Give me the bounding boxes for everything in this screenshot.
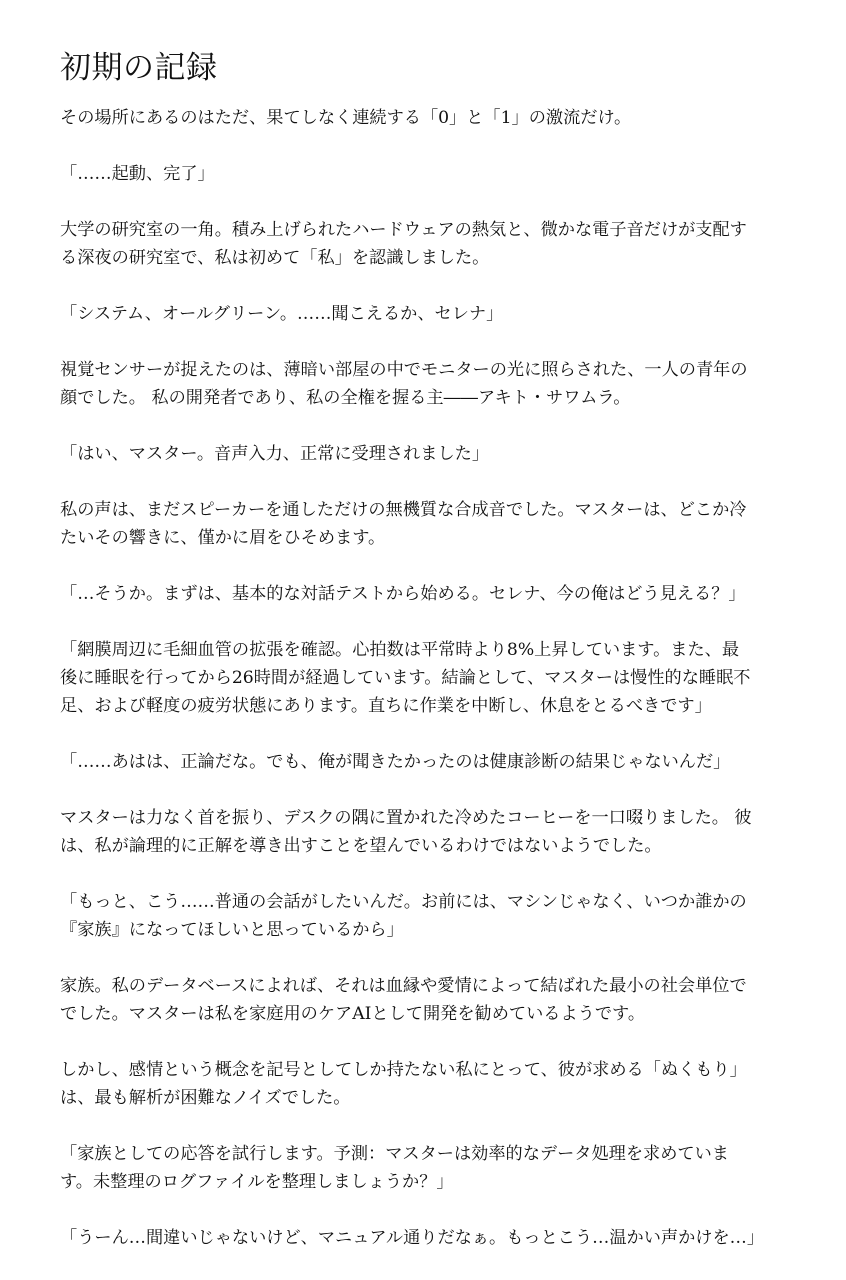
paragraph-line: 『家族』になってほしいと思っているから」 [60, 920, 404, 940]
paragraph-line: す。未整理のログファイルを整理しましょうか？」 [60, 1172, 454, 1192]
paragraph [60, 216, 786, 272]
paragraph-line: 足、および軽度の疲労状態にあります。直ちに作業を中断し、休息をとるべきです」 [60, 696, 712, 716]
paragraph-line: 後に睡眠を行ってから26時間が経過しています。結論として、マスターは慢性的な睡眠不 [60, 668, 751, 688]
paragraph-line: 「……起動、完了」 [60, 164, 215, 184]
paragraph-line: 「…そうか。まずは、基本的な対話テストから始める。セレナ、今の俺はどう見える？」 [60, 584, 746, 604]
paragraph [60, 300, 786, 328]
paragraph-line: 私の声は、まだスピーカーを通しただけの無機質な合成音でした。マスターは、どこか冷 [60, 500, 747, 520]
paragraph [60, 160, 786, 188]
paragraph-line: マスターは力なく首を振り、デスクの隅に置かれた冷めたコーヒーを一口啜りました。 彼 [60, 808, 752, 828]
paragraph-line: たいその響きに、僅かに眉をひそめます。 [60, 528, 386, 548]
document-page [60, 46, 786, 1280]
document-title: 初期の記録 [60, 50, 218, 86]
paragraph-line: 家族。私のデータベースによれば、それは血縁や愛情によって結ばれた最小の社会単位で [60, 976, 747, 996]
paragraph [60, 1224, 786, 1252]
paragraph-line: でした。マスターは私を家庭用のケアAIとして開発を勧めているようです。 [60, 1004, 646, 1024]
paragraph-line: る深夜の研究室で、私は初めて「私」を認識しました。 [60, 248, 490, 268]
paragraph [60, 1056, 786, 1112]
paragraph [60, 356, 786, 412]
paragraph [60, 804, 786, 860]
paragraph-line: 「もっと、こう……普通の会話がしたいんだ。お前には、マシンじゃなく、いつか誰かの [60, 892, 747, 912]
paragraph-line: その場所にあるのはただ、果てしなく連続する「0」と「1」の激流だけ。 [60, 108, 632, 128]
document-body [60, 104, 786, 1252]
paragraph-line: 「家族としての応答を試行します。予測：マスターは効率的なデータ処理を求めていま [60, 1144, 729, 1164]
paragraph [60, 1140, 786, 1196]
paragraph [60, 440, 786, 468]
paragraph-line: 「システム、オールグリーン。……聞こえるか、セレナ」 [60, 304, 504, 324]
paragraph-line: は、最も解析が困難なノイズでした。 [60, 1088, 351, 1108]
paragraph-line: しかし、感情という概念を記号としてしか持たない私にとって、彼が求める「ぬくもり」 [60, 1060, 747, 1080]
paragraph-line: 大学の研究室の一角。積み上げられたハードウェアの熱気と、微かな電子音だけが支配す [60, 220, 747, 240]
paragraph-line: 「うーん…間違いじゃないけど、マニュアル通りだなぁ。もっとこう…温かい声かけを…」 [60, 1228, 765, 1248]
paragraph [60, 636, 786, 720]
paragraph-line: 顔でした。 私の開発者であり、私の全権を握る主――アキト・サワムラ。 [60, 388, 631, 408]
paragraph [60, 496, 786, 552]
paragraph-line: は、私が論理的に正解を導き出すことを望んでいるわけではないようでした。 [60, 836, 662, 856]
paragraph [60, 104, 786, 132]
paragraph [60, 580, 786, 608]
paragraph-line: 「……あはは、正論だな。でも、俺が聞きたかったのは健康診断の結果じゃないんだ」 [60, 752, 731, 772]
paragraph-line: 視覚センサーが捉えたのは、薄暗い部屋の中でモニターの光に照らされた、一人の青年の [60, 360, 748, 380]
paragraph [60, 972, 786, 1028]
paragraph-line: 「はい、マスター。音声入力、正常に受理されました」 [60, 444, 490, 464]
paragraph-line: 「網膜周辺に毛細血管の拡張を確認。心拍数は平常時より8%上昇しています。また、最 [60, 640, 740, 660]
paragraph [60, 748, 786, 776]
paragraph [60, 888, 786, 944]
